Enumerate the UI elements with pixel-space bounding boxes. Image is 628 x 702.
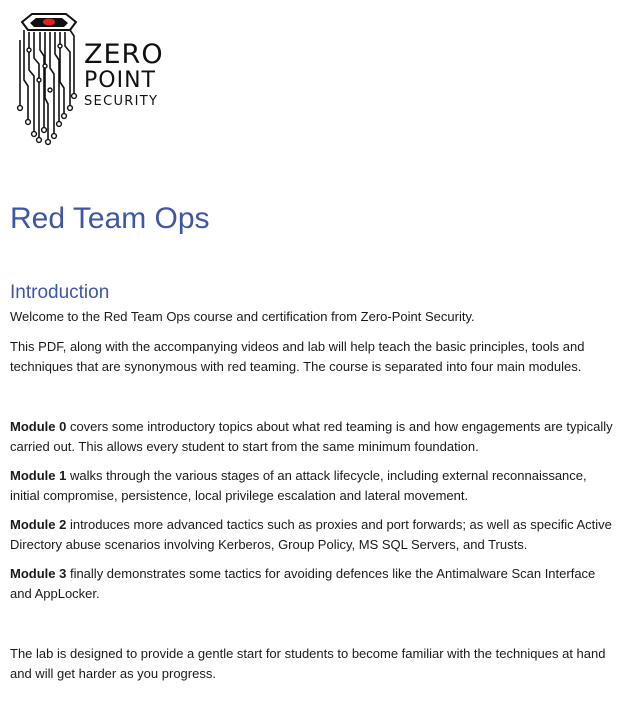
paragraph-module-1 [10, 466, 616, 505]
paragraph-pdf-intro: This PDF, along with the accompanying videos and lab will help teach the basic principles, tools and techniques that are synonymous with red teaming. The course is separated into four main modules. [10, 339, 585, 374]
module-1-text: walks through the various stages of an attack lifecycle, including external reconnaissance, initial compromise, persistence, local privilege escalation and lateral movement. [10, 468, 587, 503]
circuit-tower-icon [14, 10, 84, 146]
section-heading-introduction: Introduction [10, 282, 110, 303]
logo-word-point: POINT [84, 68, 156, 93]
paragraph-module-0 [10, 417, 616, 456]
zero-point-security-logo [14, 10, 174, 146]
paragraph-lab: The lab is designed to provide a gentle start for students to become familiar with the techniques at hand and will get harder as you progress. [10, 646, 606, 681]
logo-word-security: SECURITY [84, 94, 159, 109]
module-3-label: Module 3 [10, 566, 67, 581]
module-3-text: finally demonstrates some tactics for avoiding defences like the Antimalware Scan Interface and AppLocker. [10, 566, 596, 601]
module-0-label: Module 0 [10, 419, 67, 434]
document-title: Red Team Ops [10, 202, 210, 235]
logo-wordmark [84, 41, 164, 108]
module-2-label: Module 2 [10, 517, 67, 532]
paragraph-module-2 [10, 515, 616, 554]
module-0-text: covers some introductory topics about what red teaming is and how engagements are typically carried out. This allows every student to start from the same minimum foundation. [10, 419, 613, 454]
logo-word-zero: ZERO [84, 39, 164, 70]
paragraph-module-3 [10, 564, 616, 603]
module-2-text: introduces more advanced tactics such as proxies and port forwards; as well as specific Active Directory abuse scenarios involving Kerberos, Group Policy, MS SQL Servers, and Trusts. [10, 517, 612, 552]
module-1-label: Module 1 [10, 468, 67, 483]
paragraph-welcome: Welcome to the Red Team Ops course and certification from Zero-Point Security. [10, 309, 475, 324]
